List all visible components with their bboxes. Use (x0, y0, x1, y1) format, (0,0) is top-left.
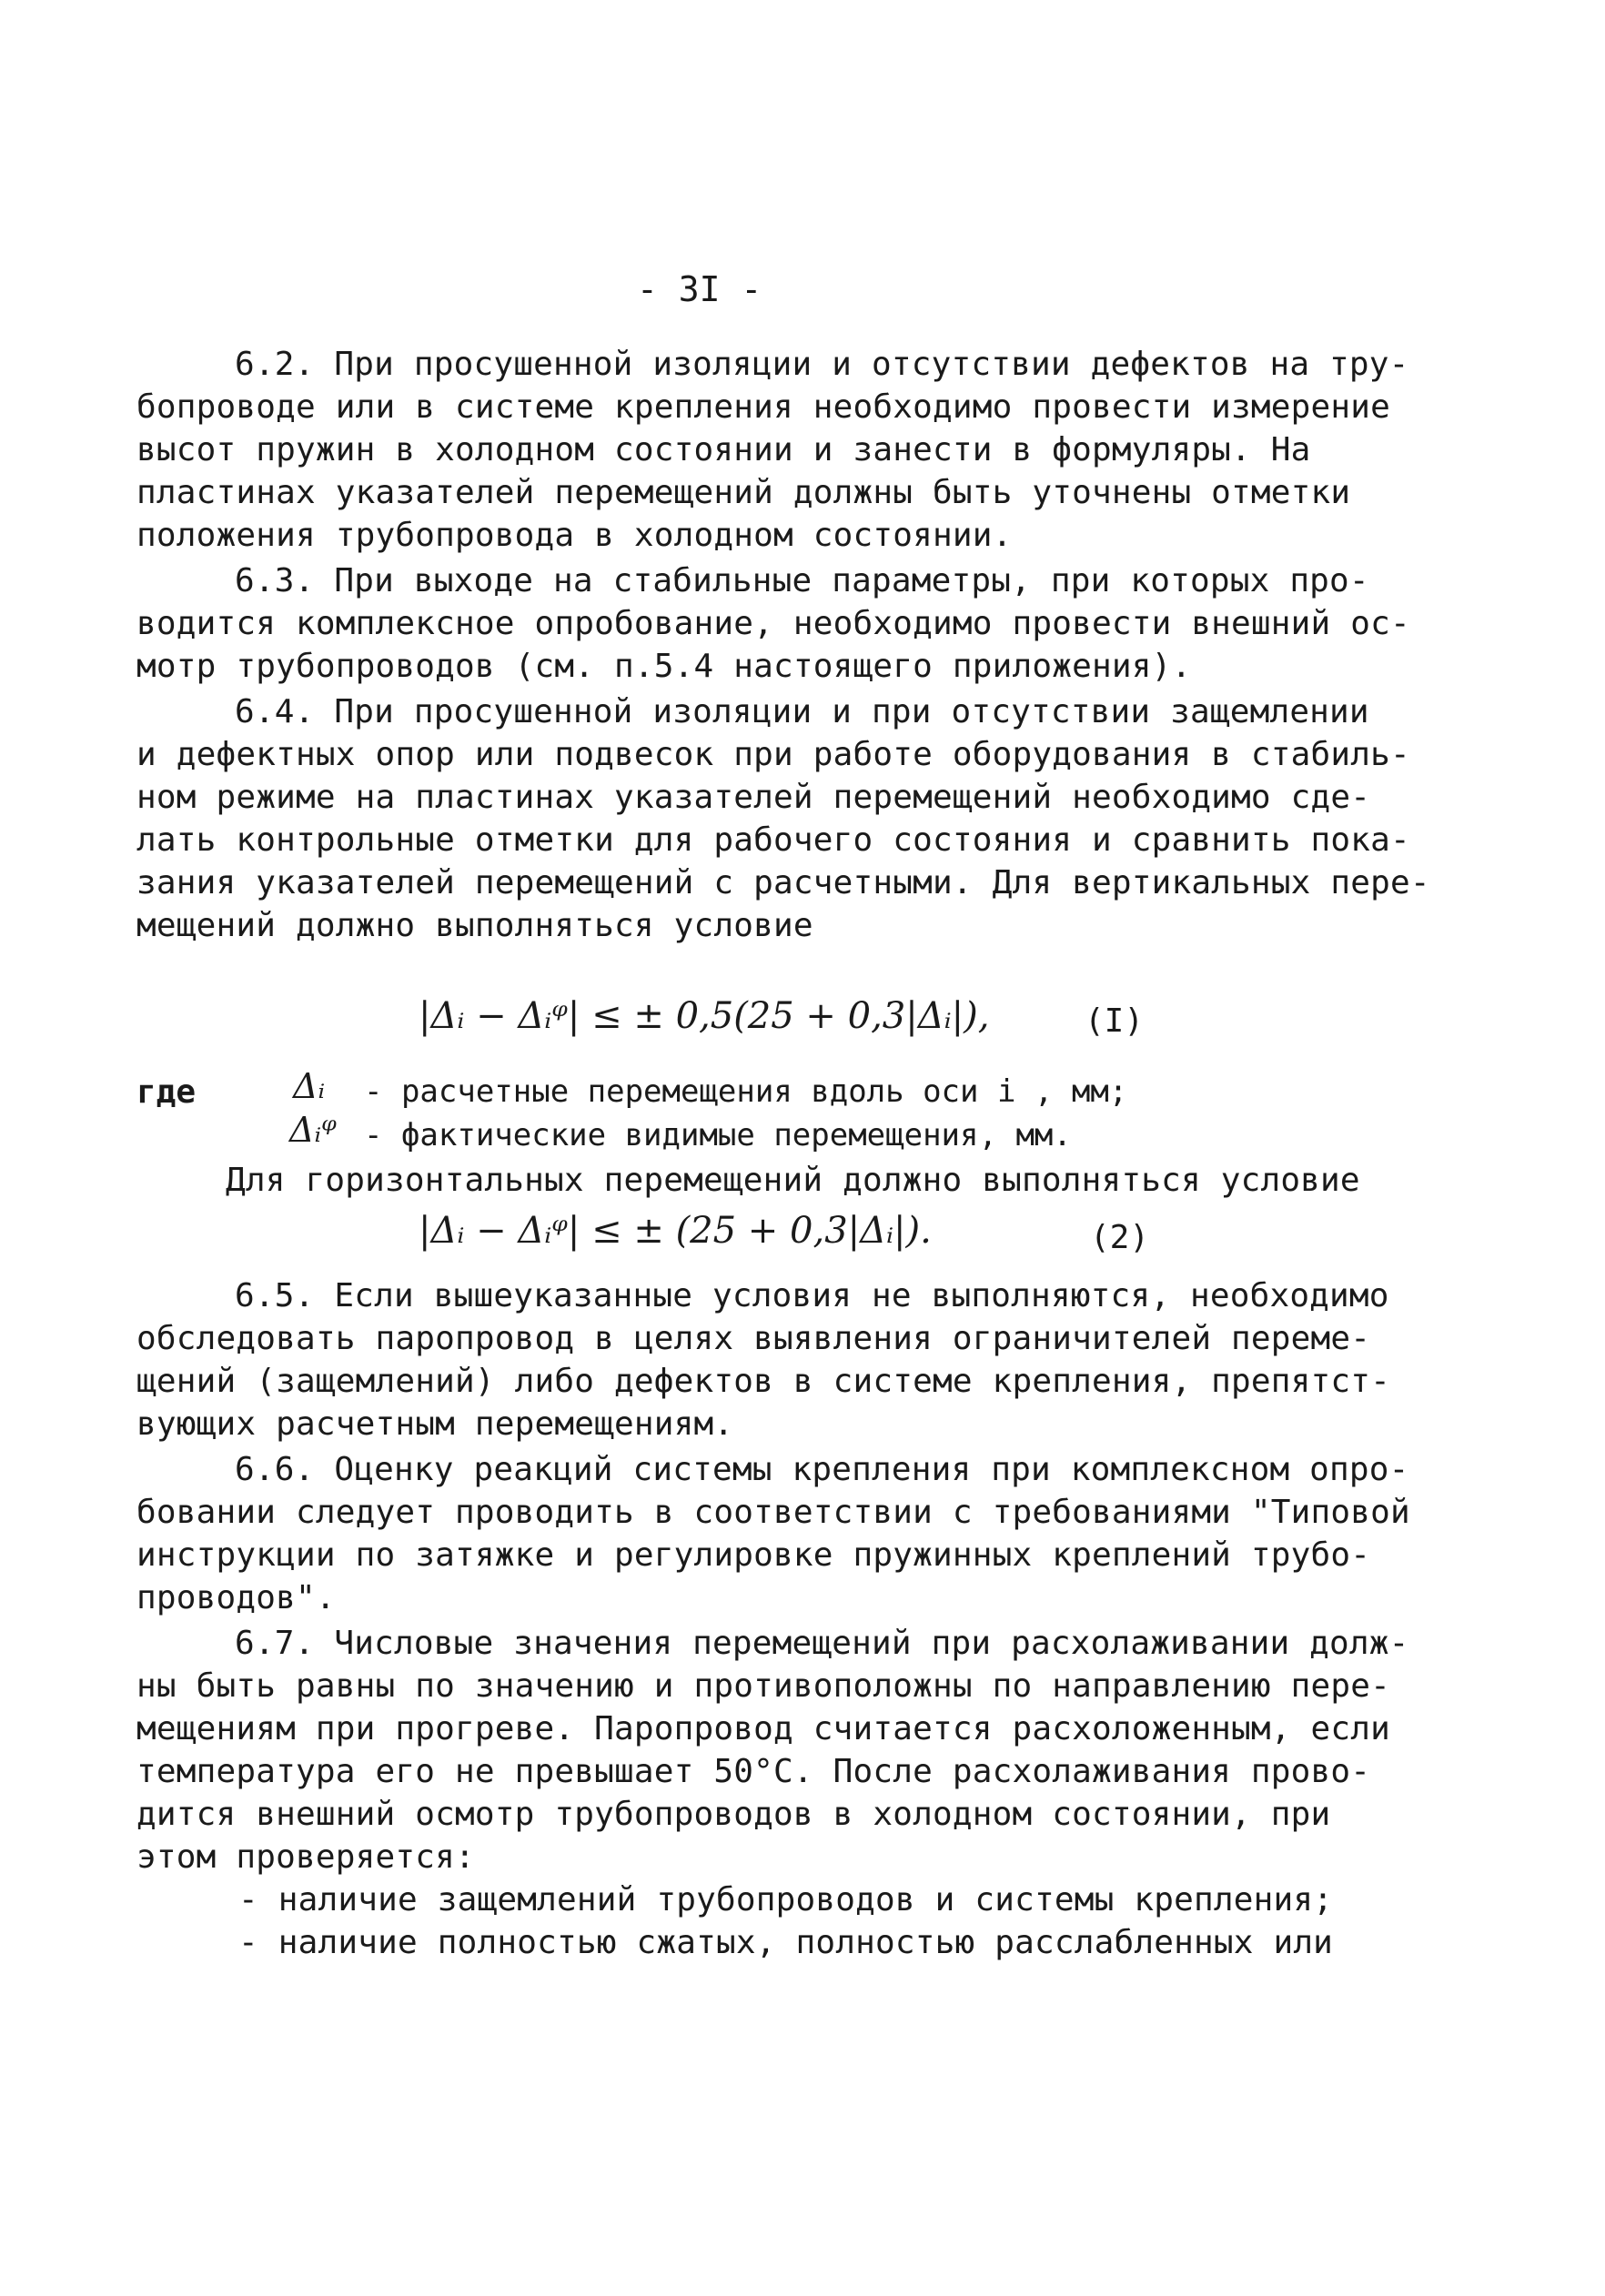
paragraph-6-7-line: мещениям при прогреве. Паропровод считается расхоложенным, если (136, 1710, 1391, 1747)
paragraph-6-5-line: щений (защемлений) либо дефектов в системе крепления, препятст- (136, 1363, 1391, 1400)
paragraph-6-7-line: этом проверяется: (136, 1838, 475, 1876)
paragraph-6-2-line: положения трубопровода в холодном состоянии. (136, 517, 1013, 554)
paragraph-6-4-line: мещений должно выполняться условие (136, 907, 813, 944)
paragraph-6-2-line: бопроводе или в системе крепления необходимо провести измерение (136, 388, 1391, 426)
paragraph-6-6-line: бовании следует проводить в соответствии с требованиями "Типовой (136, 1494, 1410, 1531)
symbol-delta-i: Δᵢ (293, 1066, 326, 1106)
where-label: где (136, 1073, 197, 1111)
paragraph-6-4-line: зания указателей перемещений с расчетными. Для вертикальных пере- (136, 864, 1430, 901)
paragraph-6-2-line: 6.2. При просушенной изоляции и отсутствии дефектов на тру- (235, 346, 1409, 383)
paragraph-6-7-line: 6.7. Числовые значения перемещений при расхолаживании долж- (235, 1625, 1409, 1662)
formula-1-number: (I) (1085, 1002, 1145, 1040)
paragraph-6-7-line: ны быть равны по значению и противоположны по направлению пере- (136, 1667, 1391, 1705)
page-number: - 3I - (637, 269, 762, 309)
formula-2: |Δᵢ − Δᵢᵠ| ≤ ± (25 + 0,3|Δᵢ|). (419, 1210, 932, 1252)
paragraph-6-7-line: температура его не превышает 50°С. После расхолаживания прово- (136, 1753, 1371, 1790)
paragraph-6-6-line: инструкции по затяжке и регулировке пружинных креплений трубо- (136, 1536, 1371, 1574)
paragraph-6-7-line: дится внешний осмотр трубопроводов в холодном состоянии, при (136, 1796, 1331, 1833)
definition-delta-i-phi: - фактические видимые перемещения, мм. (364, 1117, 1072, 1153)
paragraph-6-5-line: обследовать паропровод в целях выявления ограничителей переме- (136, 1320, 1371, 1357)
paragraph-6-2-line: высот пружин в холодном состоянии и занести в формуляры. На (136, 431, 1311, 468)
paragraph-6-3-line: водится комплексное опробование, необходимо провести внешний ос- (136, 605, 1410, 642)
definition-delta-i: - расчетные перемещения вдоль оси i , мм; (364, 1073, 1128, 1110)
paragraph-6-4-line: ном режиме на пластинах указателей перемещений необходимо сде- (136, 779, 1371, 816)
horizontal-condition: Для горизонтальных перемещений должно выполняться условие (226, 1162, 1360, 1199)
formula-1: |Δᵢ − Δᵢᵠ| ≤ ± 0,5(25 + 0,3|Δᵢ|), (419, 995, 990, 1037)
symbol-delta-i-phi: Δᵢᵠ (289, 1110, 337, 1150)
list-item: - наличие защемлений трубопроводов и системы крепления; (238, 1881, 1334, 1918)
paragraph-6-2-line: пластинах указателей перемещений должны быть уточнены отметки (136, 474, 1351, 511)
paragraph-6-4-line: лать контрольные отметки для рабочего состояния и сравнить пока- (136, 821, 1410, 859)
list-item: - наличие полностью сжатых, полностью расслабленных или (238, 1924, 1334, 1961)
paragraph-6-6-line: 6.6. Оценку реакций системы крепления при комплексном опро- (235, 1451, 1409, 1488)
paragraph-6-5-line: вующих расчетным перемещениям. (136, 1405, 734, 1443)
paragraph-6-3-line: мотр трубопроводов (см. п.5.4 настоящего приложения). (136, 648, 1192, 685)
paragraph-6-5-line: 6.5. Если вышеуказанные условия не выполняются, необходимо (235, 1277, 1389, 1314)
formula-2-number: (2) (1090, 1219, 1150, 1256)
paragraph-6-4-line: и дефектных опор или подвесок при работе оборудования в стабиль- (136, 736, 1410, 773)
paragraph-6-6-line: проводов". (136, 1579, 336, 1616)
paragraph-6-4-line: 6.4. При просушенной изоляции и при отсутствии защемлении (235, 693, 1369, 730)
paragraph-6-3-line: 6.3. При выходе на стабильные параметры, при которых про- (235, 562, 1369, 599)
